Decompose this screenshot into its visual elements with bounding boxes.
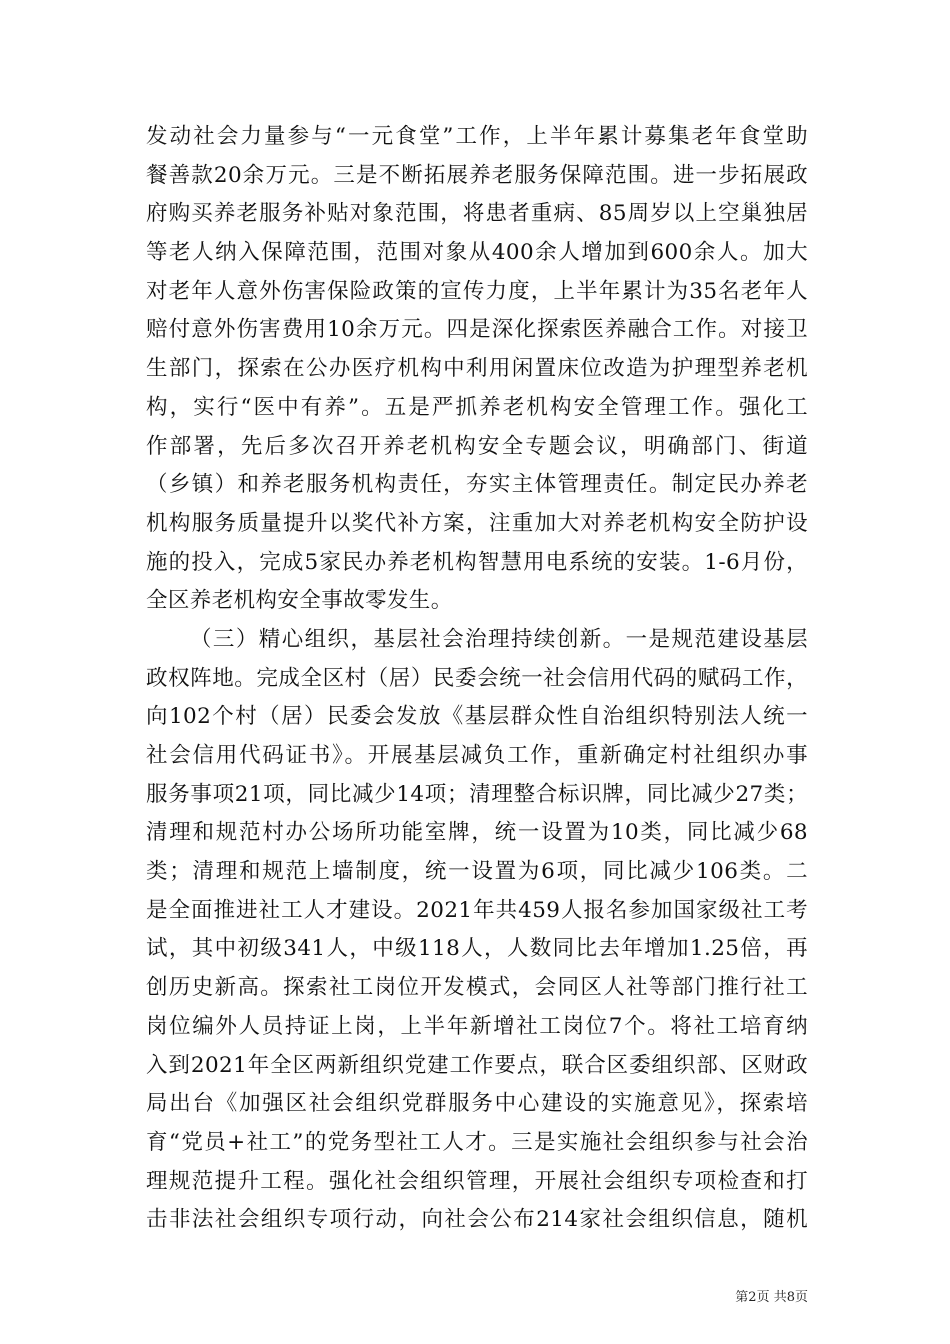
text-line: 入到2021年全区两新组织党建工作要点，联合区委组织部、区财政 (146, 1052, 808, 1078)
text-line: 府购买养老服务补贴对象范围，将患者重病、85周岁以上空巢独居 (146, 201, 808, 227)
text-line: 作部署，先后多次召开养老机构安全专题会议，明确部门、街道 (146, 433, 808, 459)
text-line: 击非法社会组织专项行动，向社会公布214家社会组织信息，随机 (146, 1207, 808, 1233)
text-line: 等老人纳入保障范围，范围对象从400余人增加到600余人。加大 (146, 240, 808, 266)
body-text (146, 118, 808, 1240)
text-line: 岗位编外人员持证上岗，上半年新增社工岗位7个。将社工培育纳 (146, 1013, 808, 1039)
text-line: 是全面推进社工人才建设。2021年共459人报名参加国家级社工考 (146, 897, 808, 923)
text-line: 对老年人意外伤害保险政策的宣传力度，上半年累计为35名老年人 (146, 278, 808, 304)
page-suffix: 页 (794, 1290, 808, 1305)
text-line: 政权阵地。完成全区村（居）民委会统一社会信用代码的赋码工作， (146, 665, 808, 691)
text-line: 生部门，探索在公办医疗机构中利用闲置床位改造为护理型养老机 (146, 356, 808, 382)
text-line: 局出台《加强区社会组织党群服务中心建设的实施意见》，探索培 (146, 1091, 808, 1117)
text-line: 赔付意外伤害费用10余万元。四是深化探索医养融合工作。对接卫 (146, 317, 808, 343)
text-line: 构，实行“医中有养”。五是严抓养老机构安全管理工作。强化工 (146, 394, 808, 420)
text-line: （乡镇）和养老服务机构责任，夯实主体管理责任。制定民办养老 (146, 472, 808, 498)
page-current-number: 2 (748, 1290, 757, 1305)
text-line: 服务事项21项，同比减少14项；清理整合标识牌，同比减少27类； (146, 781, 808, 807)
page-footer (735, 1290, 808, 1306)
text-line: 类；清理和规范上墙制度，统一设置为6项，同比减少106类。二 (146, 859, 808, 885)
text-line: 创历史新高。探索社工岗位开发模式，会同区人社等部门推行社工 (146, 975, 808, 1001)
text-line: 发动社会力量参与“一元食堂”工作，上半年累计募集老年食堂助 (146, 124, 808, 149)
text-line: 社会信用代码证书》。开展基层减负工作，重新确定村社组织办事 (146, 743, 808, 768)
text-line: 试，其中初级341人，中级118人，人数同比去年增加1.25倍，再 (146, 936, 808, 962)
text-line: 餐善款20余万元。三是不断拓展养老服务保障范围。进一步拓展政 (146, 162, 808, 188)
text-line: 施的投入，完成5家民办养老机构智慧用电系统的安装。1-6月份， (146, 549, 808, 575)
text-line: 向102个村（居）民委会发放《基层群众性自治组织特别法人统一 (146, 704, 808, 730)
text-line: 育“党员+社工”的党务型社工人才。三是实施社会组织参与社会治 (146, 1129, 808, 1155)
text-line: 理规范提升工程。强化社会组织管理，开展社会组织专项检查和打 (146, 1168, 808, 1194)
text-line: 清理和规范村办公场所功能室牌，统一设置为10类，同比减少68 (146, 820, 808, 846)
text-line: 全区养老机构安全事故零发生。 (146, 588, 453, 614)
text-line: 机构服务质量提升以奖代补方案，注重加大对养老机构安全防护设 (146, 510, 808, 536)
page-total-number: 8 (786, 1290, 795, 1305)
page-mid-text: 页 共 (756, 1290, 787, 1305)
page-prefix: 第 (735, 1290, 749, 1305)
section-heading-line: （三）精心组织，基层社会治理持续创新。一是规范建设基层 (190, 626, 808, 652)
